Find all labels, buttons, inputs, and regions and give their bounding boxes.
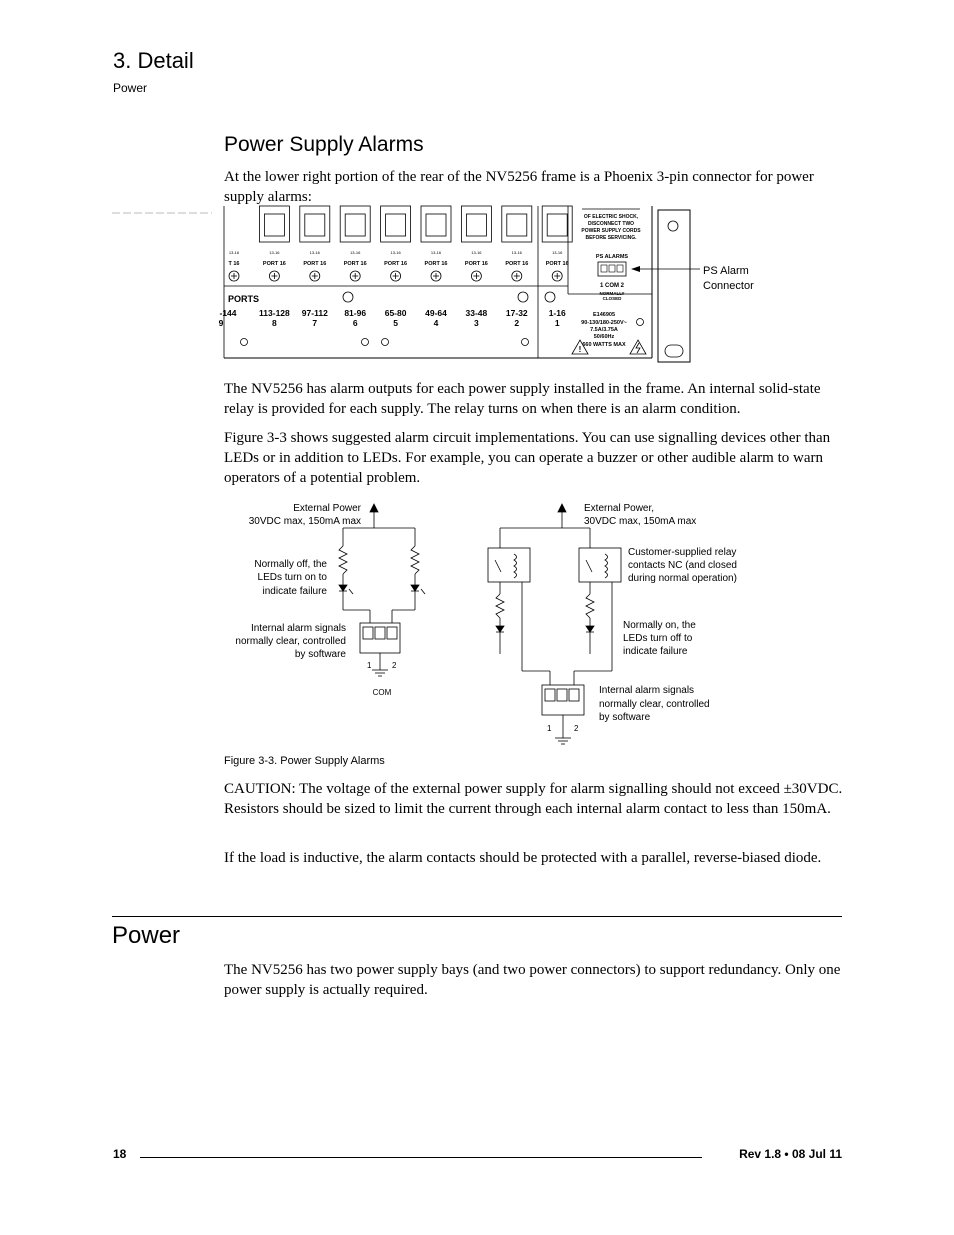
left-terminal-block [360,623,400,653]
port-range: 113-128 [259,308,290,318]
port-connector [502,206,532,281]
right-relay-a [488,548,530,582]
port-tag: 13-16 [471,250,482,255]
port-slot: 1 [554,318,560,328]
port-tag: 13-16 [269,250,280,255]
port-label: PORT 16 [384,261,408,267]
port-connector [259,206,289,281]
normally-label: NORMALLY [599,291,625,296]
left-resistor-a [339,546,347,574]
left-led-b-icon [411,585,419,591]
left-com-label: COM [372,688,392,697]
port-range: 17-32 [505,308,528,318]
svg-text:indicate failure: indicate failure [262,586,327,597]
left-power-arrow-icon [370,504,378,512]
port-connector [340,206,370,281]
port-tag: 13-16 [228,250,240,255]
right-power-arrow-icon [558,504,566,512]
right-pin-1: 1 [547,724,552,733]
port-slot: 2 [514,318,520,328]
port-connector [381,206,411,281]
right-led-note: Normally on, the [623,620,696,631]
callout-text-line2: Connector [703,280,754,292]
port-range: 81-96 [344,308,367,318]
port-tag: 13-16 [390,250,401,255]
footer-rule [140,1157,702,1158]
port-connectors [228,206,572,281]
svg-text:contacts NC (and closed: contacts NC (and closed [628,560,737,571]
port-range: 33-48 [465,308,488,318]
page-number: 18 [113,1147,127,1161]
svg-text:!: ! [578,345,582,354]
svg-text:7.5A/3.75A: 7.5A/3.75A [590,327,618,333]
power-paragraph: The NV5256 has two power supply bays (and two power connectors) to support redundancy. Only one power supply is actually required. [224,962,841,998]
port-slot: 3 [474,318,479,328]
left-supply-label: External Power [293,503,361,514]
warning-label [581,209,641,241]
svg-text:during normal operation): during normal operation) [628,573,737,584]
left-pin-2: 2 [392,661,397,670]
section-heading-power-supply-alarms: Power Supply Alarms [224,133,424,156]
section-divider [112,916,842,917]
left-supply-limits: 30VDC max, 150mA max [248,516,361,527]
right-terminal-block [542,685,584,715]
ports-heading: PORTS [228,294,260,304]
svg-text:BEFORE SERVICING.: BEFORE SERVICING. [585,235,637,241]
connector-pin-labels: 1 COM 2 [599,283,625,289]
svg-text:POWER SUPPLY CORDS: POWER SUPPLY CORDS [581,228,641,234]
svg-text:E146905: E146905 [592,312,616,318]
alarm-outputs-paragraph: The NV5256 has alarm outputs for each power supply installed in the frame. An internal solid-state relay is provided for each supply. The relay turns on when there is an alarm condition. [224,381,821,417]
svg-text:normally clear, controlled: normally clear, controlled [235,636,346,647]
rating-label [581,312,627,348]
caution-paragraph: CAUTION: The voltage of the external power supply for alarm signalling should not exceed ±30VDC. Resistors should be sized to limit the current through each internal alarm contact to less than 150mA. [224,781,843,817]
right-relay-b [579,548,621,582]
port-tag: 13-16 [552,250,563,255]
breadcrumb: Power [113,81,148,95]
port-range: 97-112 [301,308,328,318]
port-tag: 13-16 [309,250,320,255]
port-tag: 13-16 [350,250,361,255]
right-relay-note: Customer-supplied relay [628,547,737,558]
svg-text:OF ELECTRIC SHOCK,: OF ELECTRIC SHOCK, [583,214,639,220]
port-connector [228,250,239,281]
port-connector [300,206,330,281]
port-label: PORT 16 [424,261,448,267]
port-slot: 9 [218,318,224,328]
port-connector [421,206,451,281]
figure-caption: Figure 3-3. Power Supply Alarms [224,755,385,767]
right-led-a-icon [496,626,504,632]
right-signal-note: Internal alarm signals [599,685,695,696]
port-label: PORT 16 [303,261,327,267]
svg-text:LEDs turn off to: LEDs turn off to [623,633,693,644]
port-range-labels [219,308,566,328]
frame-right-strip [658,210,690,362]
ps-alarms-label: PS ALARMS [595,254,629,260]
intro-paragraph: At the lower right portion of the rear of the NV5256 frame is a Phoenix 3-pin connector for power supply alarms: [224,169,814,205]
right-supply-limits: 30VDC max, 150mA max [584,516,697,527]
right-pin-2: 2 [574,724,579,733]
port-range: -144 [219,308,237,318]
port-range: 1-16 [548,308,566,318]
port-label: PORT 16 [464,261,488,267]
svg-text:50/60Hz: 50/60Hz [593,334,615,340]
port-tag: 13-16 [511,250,522,255]
svg-text:90-130/180-250V~: 90-130/180-250V~ [581,320,627,326]
svg-text:LEDs turn on to: LEDs turn on to [257,572,327,583]
callout-text-line1: PS Alarm [703,265,749,277]
port-connector [461,206,491,281]
left-resistor-b [411,546,419,574]
port-range: 65-80 [384,308,407,318]
port-slot: 5 [393,318,398,328]
svg-text:indicate failure: indicate failure [623,646,688,657]
closed-label: CLOSED [602,296,622,301]
svg-text:660 WATTS MAX: 660 WATTS MAX [582,342,626,348]
alarm-circuit-diagram [222,496,762,754]
revision-label: Rev 1.8 • 08 Jul 11 [739,1147,842,1161]
chapter-title: 3. Detail [113,48,194,73]
port-slot: 8 [272,318,277,328]
left-pin-1: 1 [367,661,372,670]
ps-alarm-connector [598,262,626,276]
port-tag: 13-16 [430,250,442,255]
right-supply-label: External Power, [584,503,655,514]
left-led-a-icon [339,585,347,591]
port-slot: 4 [433,318,439,328]
port-label: PORT 16 [343,261,367,267]
left-circuit [339,504,425,676]
left-led-note: Normally off, the [254,559,327,570]
section-heading-power: Power [112,922,181,949]
svg-text:by software: by software [294,649,346,660]
port-slot: 6 [352,318,358,328]
port-label: PORT 16 [505,261,529,267]
port-range: 49-64 [425,308,447,318]
left-signal-note: Internal alarm signals [250,623,346,634]
right-led-b-icon [586,626,594,632]
port-label: T 16 [228,261,240,267]
svg-text:DISCONNECT TWO: DISCONNECT TWO [587,221,635,227]
callout-arrowhead [631,266,640,272]
port-label: PORT 16 [262,261,286,267]
figure-reference-paragraph: Figure 3-3 shows suggested alarm circuit implementations. You can use signalling devices other than LEDs or in addition to LEDs. For example, you can operate a buzzer or other audible alarm to warn operators of a potential problem. [224,430,831,486]
svg-text:normally clear, controlled: normally clear, controlled [599,699,710,710]
port-slot: 7 [312,318,318,328]
svg-text:by software: by software [599,712,651,723]
rear-panel-figure [112,206,754,364]
port-label: PORT 16 [545,261,569,267]
inductive-load-paragraph: If the load is inductive, the alarm contacts should be protected with a parallel, reverse-biased diode. [224,850,822,866]
